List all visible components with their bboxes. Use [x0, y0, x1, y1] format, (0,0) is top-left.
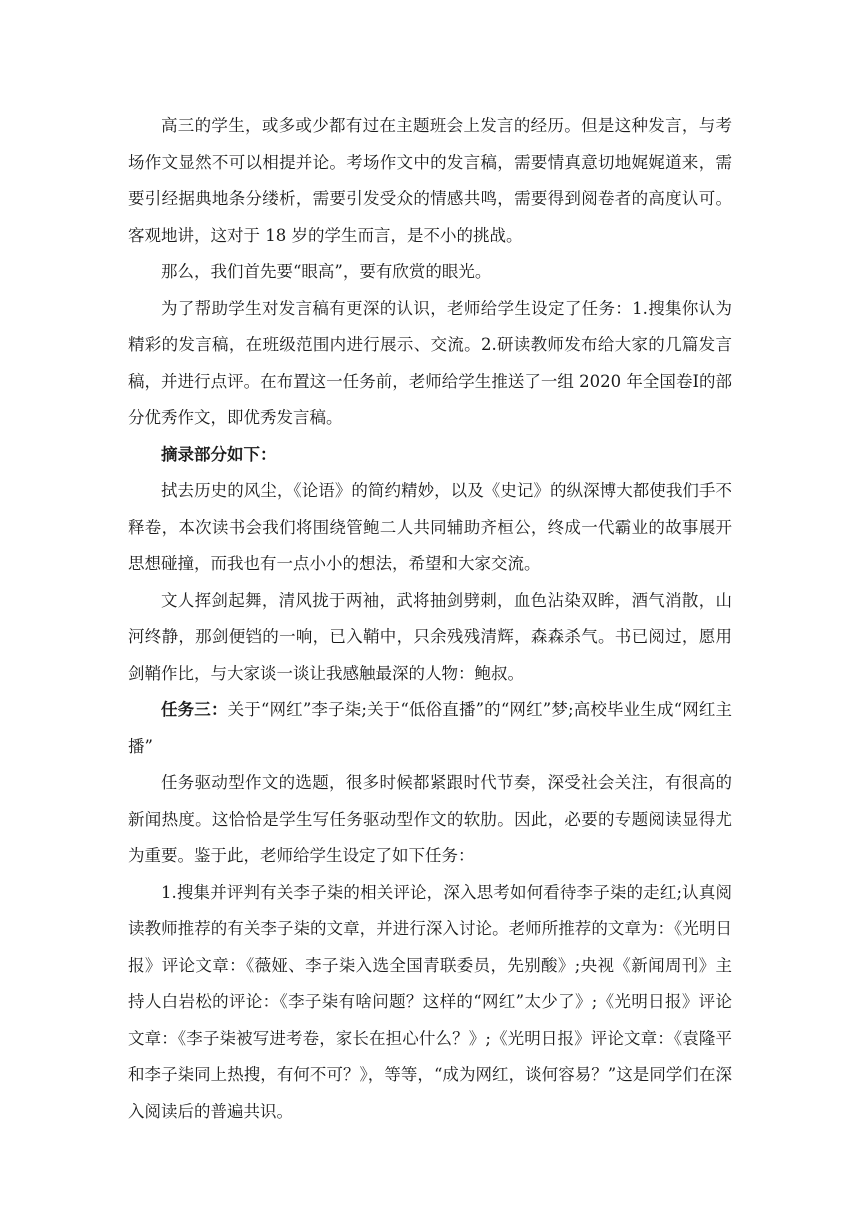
excerpt-heading [128, 437, 732, 474]
document-page [128, 108, 732, 1130]
task3-text: 关于“网红”李子柒;关于“低俗直播”的“网红”梦;高校毕业生成“网红主播” [128, 700, 733, 756]
excerpt-paragraph-2: 文人挥剑起舞，清风拢于两袖，武将抽剑劈刺，血色沾染双眸，酒气消散，山河终静，那剑便铛的一响，已入鞘中，只余残残清辉，森森杀气。书已阅过，愿用剑鞘作比，与大家谈一谈让我感触最深的人物：鲍叔。 [128, 590, 732, 683]
paragraph-eye-high: 那么，我们首先要“眼高”，要有欣赏的眼光。 [161, 262, 492, 281]
task3-label: 任务三： [161, 700, 228, 719]
closing-paragraph-1: 任务驱动型作文的选题，很多时候都紧跟时代节奏，深受社会关注，有很高的新闻热度。这恰恰是学生写任务驱动型作文的软肋。因此，必要的专题阅读显得尤为重要。鉴于此，老师给学生设定了如下任务： [128, 773, 732, 865]
closing-paragraph-2: 1.搜集并评判有关李子柒的相关评论，深入思考如何看待李子柒的走红;认真阅读教师推荐的有关李子柒的文章，并进行深入讨论。老师所推荐的文章为：《光明日报》评论文章：《薇娅、李子柒入选全国青联委员，先别酸》;央视《新闻周刊》主持人白岩松的评论：《李子柒有啥问题？这样的“网红”太少了》;《光明日报》评论文章：《李子柒被写进考卷，家长在担心什么？》;《光明日报》评论文章：《袁隆平和李子柒同上热搜，有何不可？》，等等，“成为网红，谈何容易？”这是同学们在深入阅读后的普遍共识。 [128, 882, 732, 1121]
task3-paragraph [128, 692, 732, 765]
excerpt-paragraph-1: 拭去历史的风尘，《论语》的简约精妙，以及《史记》的纵深博大都使我们手不释卷，本次读书会我们将围绕管鲍二人共同辅助齐桓公，终成一代霸业的故事展开思想碰撞，而我也有一点小小的想法，希望和大家交流。 [128, 481, 732, 573]
paragraph-intro: 高三的学生，或多或少都有过在主题班会上发言的经历。但是这种发言，与考场作文显然不可以相提并论。考场作文中的发言稿，需要情真意切地娓娓道来，需要引经据典地条分缕析，需要引发受众的情感共鸣，需要得到阅卷者的高度认可。客观地讲，这对于 18 岁的学生而言，是不小的挑战。 [128, 116, 732, 245]
paragraph-task-setting: 为了帮助学生对发言稿有更深的认识，老师给学生设定了任务：1.搜集你认为精彩的发言稿，在班级范围内进行展示、交流。2.研读教师发布给大家的几篇发言稿，并进行点评。在布置这一任务前，老师给学生推送了一组 2020 年全国卷Ⅰ的部分优秀作文，即优秀发言稿。 [128, 298, 732, 427]
excerpt-heading-text: 摘录部分如下： [161, 444, 277, 464]
